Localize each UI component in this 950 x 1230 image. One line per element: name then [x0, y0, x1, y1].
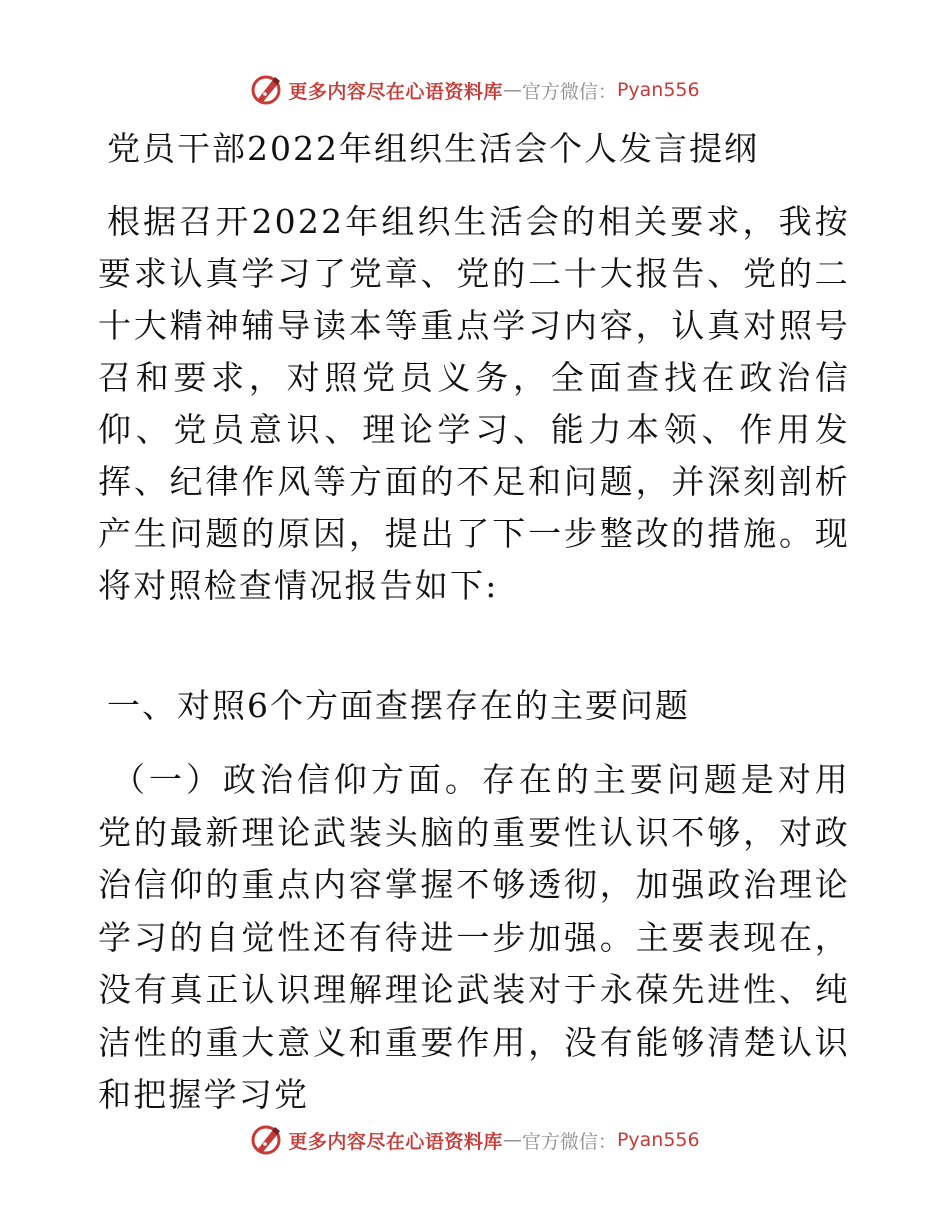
footer-watermark-banner [0, 1122, 950, 1158]
banner-official-label: 官方微信： [521, 80, 617, 103]
banner-separator: — [502, 1129, 522, 1151]
header-watermark-banner [0, 72, 950, 108]
body-paragraph: （一）政治信仰方面。存在的主要问题是对用党的最新理论武装头脑的重要性认识不够，对政治信仰的重点内容掌握不够透彻，加强政治理论学习的自觉性还有待进一步加强。主要表现在，没有真正认识理解理论武装对于永葆先进性、纯洁性的重大意义和重要作用，没有能够清楚认识和把握学习党 [98, 760, 850, 1114]
banner-main-text: 更多内容尽在心语资料库 [288, 1130, 503, 1153]
banner-separator: — [502, 79, 522, 101]
pen-nib-logo-icon [250, 1123, 284, 1157]
banner-official-label: 官方微信： [521, 1130, 617, 1153]
intro-paragraph: 根据召开2022年组织生活会的相关要求，我按要求认真学习了党章、党的二十大报告、党的二十大精神辅导读本等重点学习内容，认真对照号召和要求，对照党员义务，全面查找在政治信仰、党员意识、理论学习、能力本领、作用发挥、纪律作风等方面的不足和问题，并深刻剖析产生问题的原因，提出了下一步整改的措施。现将对照检查情况报告如下: [98, 202, 850, 605]
banner-wechat-id: Pyan556 [616, 1129, 700, 1151]
pen-nib-logo-icon [250, 73, 284, 107]
banner-wechat-id: Pyan556 [616, 79, 700, 101]
section-heading: 一、对照6个方面查摆存在的主要问题 [107, 686, 690, 725]
document-title: 党员干部2022年组织生活会个人发言提纲 [107, 129, 759, 168]
banner-main-text: 更多内容尽在心语资料库 [288, 80, 503, 103]
